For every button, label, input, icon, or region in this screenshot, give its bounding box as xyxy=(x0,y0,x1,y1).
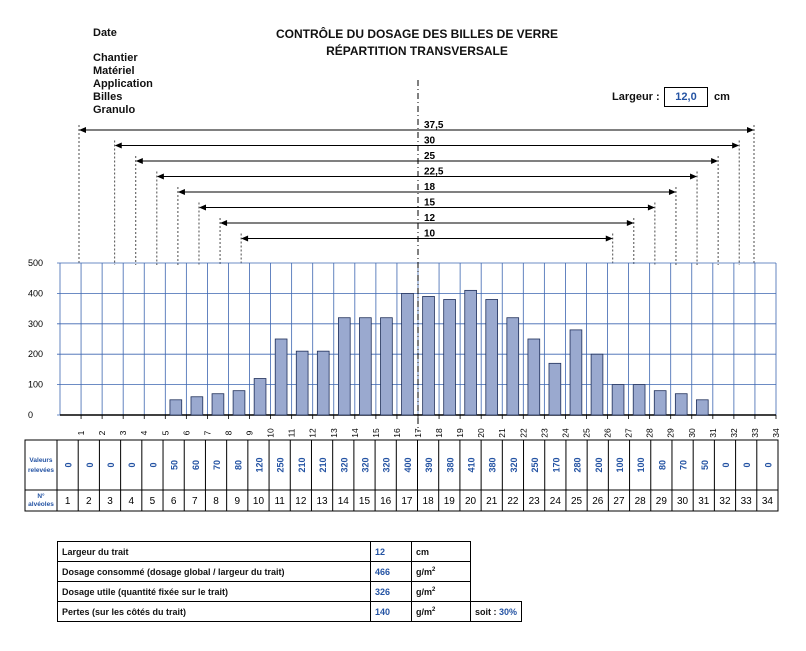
bar xyxy=(317,351,329,415)
table-value: 0 xyxy=(148,462,159,468)
alveole-number: 14 xyxy=(337,496,349,507)
summary-row xyxy=(58,602,522,622)
summary-label: Dosage utile (quantité fixée sur le trait) xyxy=(58,582,371,602)
table-value: 250 xyxy=(275,457,286,473)
x-tick-label: 9 xyxy=(244,430,255,436)
table-value: 200 xyxy=(593,457,604,473)
largeur-unit: cm xyxy=(714,91,730,103)
x-tick-label: 14 xyxy=(349,428,360,438)
x-tick-label: 24 xyxy=(560,428,571,438)
bar xyxy=(212,394,224,415)
width-label: 15 xyxy=(424,197,436,209)
x-tick-label: 7 xyxy=(202,430,213,436)
alveole-number: 10 xyxy=(252,496,265,507)
bar xyxy=(654,391,666,415)
summary-label: Largeur du trait xyxy=(58,542,371,562)
x-tick-label: 17 xyxy=(413,428,423,438)
width-arrow-head-left xyxy=(157,174,164,180)
width-label: 30 xyxy=(424,135,436,147)
bar xyxy=(486,299,498,415)
x-tick-label: 11 xyxy=(286,428,297,438)
table-value: 210 xyxy=(318,457,329,473)
bar xyxy=(423,296,435,415)
width-arrow-head-right xyxy=(732,143,739,149)
x-tick-label: 12 xyxy=(307,428,318,438)
table-value: 120 xyxy=(254,457,265,473)
width-arrow-head-right xyxy=(690,174,697,180)
width-arrow-head-left xyxy=(241,236,248,242)
table-value: 250 xyxy=(530,457,541,473)
summary-extra-value: 30% xyxy=(499,606,518,617)
bar xyxy=(549,363,561,415)
table-value: 70 xyxy=(678,459,689,471)
bar xyxy=(338,318,350,415)
summary-value: 466 xyxy=(371,562,412,582)
alveole-number: 27 xyxy=(613,496,625,507)
bar xyxy=(465,290,477,415)
width-arrow-head-left xyxy=(136,158,143,164)
x-tick-label: 31 xyxy=(707,428,718,438)
table-value: 390 xyxy=(424,457,435,473)
x-tick-label: 33 xyxy=(749,428,760,438)
date-label: Date xyxy=(93,27,117,39)
bar xyxy=(296,351,308,415)
table-value: 320 xyxy=(381,457,392,473)
table-value: 70 xyxy=(212,459,223,471)
width-arrow-head-left xyxy=(115,143,122,149)
summary-label: Dosage consommé (dosage global / largeur du trait) xyxy=(58,562,371,582)
x-tick-label: 16 xyxy=(391,428,402,438)
bar xyxy=(359,318,371,415)
alveole-number: 6 xyxy=(170,496,177,507)
chart-subtitle: RÉPARTITION TRANSVERSALE xyxy=(326,44,508,58)
table-value: 280 xyxy=(572,457,583,473)
alveole-number: 1 xyxy=(64,496,71,507)
bar xyxy=(633,385,645,415)
x-tick-label: 8 xyxy=(223,430,234,436)
granulo-label: Granulo xyxy=(93,104,136,116)
application-label: Application xyxy=(93,78,153,90)
summary-row xyxy=(58,542,522,562)
alveole-number: 21 xyxy=(486,496,498,507)
table-value: 210 xyxy=(296,457,307,473)
summary-row xyxy=(58,582,522,602)
alveole-number: 30 xyxy=(677,496,689,507)
summary-unit xyxy=(412,542,471,562)
x-tick-label: 22 xyxy=(518,428,529,438)
bar xyxy=(696,400,708,415)
y-tick-label: 200 xyxy=(28,349,44,360)
alveole-number: 32 xyxy=(719,496,731,507)
x-tick-label: 28 xyxy=(644,428,655,438)
x-tick-label: 13 xyxy=(328,428,339,438)
alveole-number: 13 xyxy=(316,496,328,507)
alveole-number: 26 xyxy=(592,496,604,507)
summary-value: 326 xyxy=(371,582,412,602)
table-value: 320 xyxy=(339,457,350,473)
y-tick-label: 100 xyxy=(28,379,44,390)
bar xyxy=(233,391,245,415)
width-label: 10 xyxy=(424,228,436,240)
x-tick-label: 10 xyxy=(265,428,276,438)
table-value: 80 xyxy=(233,459,244,471)
x-tick-label: 2 xyxy=(97,430,108,436)
alveole-number: 18 xyxy=(422,496,434,507)
row2-label: alvéoles xyxy=(28,501,54,508)
alveole-number: 24 xyxy=(549,496,561,507)
table-value: 380 xyxy=(445,457,456,473)
y-tick-label: 300 xyxy=(28,318,44,329)
width-arrow-head-right xyxy=(606,236,613,242)
summary-label: Pertes (sur les côtés du trait) xyxy=(58,602,371,622)
summary-unit xyxy=(412,582,471,602)
table-value: 80 xyxy=(657,459,668,471)
bar xyxy=(170,400,182,415)
table-value: 410 xyxy=(466,457,477,473)
x-tick-label: 32 xyxy=(728,428,739,438)
table-value: 0 xyxy=(127,462,138,468)
x-tick-label: 29 xyxy=(665,428,676,438)
table-value: 0 xyxy=(84,462,95,468)
row1-label: relevées xyxy=(27,467,55,474)
x-tick-label: 25 xyxy=(581,428,592,438)
width-dimensions xyxy=(79,120,754,265)
bar xyxy=(191,397,203,415)
alveole-number: 11 xyxy=(274,496,285,507)
summary-table xyxy=(57,541,522,622)
summary-value: 140 xyxy=(371,602,412,622)
table-value: 320 xyxy=(508,457,519,473)
x-tick-label: 19 xyxy=(455,428,466,438)
alveole-number: 28 xyxy=(634,496,646,507)
chart-title: CONTRÔLE DU DOSAGE DES BILLES DE VERRE xyxy=(275,27,559,41)
y-tick-label: 500 xyxy=(28,258,44,268)
width-label: 37,5 xyxy=(424,120,444,131)
largeur-label: Largeur : xyxy=(612,91,660,103)
bar xyxy=(381,318,393,415)
summary-row xyxy=(58,562,522,582)
table-value: 60 xyxy=(190,459,201,471)
billes-label: Billes xyxy=(93,91,123,103)
table-value: 100 xyxy=(636,457,647,473)
chantier-label: Chantier xyxy=(93,52,138,64)
alveole-number: 34 xyxy=(761,496,773,507)
alveole-number: 16 xyxy=(380,496,392,507)
width-arrow-head-left xyxy=(178,189,185,195)
table-value: 50 xyxy=(699,459,710,471)
table-value: 0 xyxy=(106,462,117,468)
alveole-number: 31 xyxy=(698,496,710,507)
summary-unit-text: cm xyxy=(416,546,430,557)
x-tick-label: 30 xyxy=(686,428,697,438)
row2-label: N° xyxy=(37,493,45,500)
x-tick-label: 18 xyxy=(434,428,445,438)
x-tick-label: 5 xyxy=(160,430,171,436)
y-tick-label: 400 xyxy=(28,288,44,299)
x-tick-label: 27 xyxy=(623,428,634,438)
bar xyxy=(402,293,414,415)
table-value: 0 xyxy=(763,462,774,468)
x-tick-label: 21 xyxy=(497,428,508,438)
alveole-number: 3 xyxy=(107,496,113,507)
width-label: 18 xyxy=(424,182,436,193)
alveole-number: 7 xyxy=(192,496,198,507)
x-axis xyxy=(76,415,781,438)
summary-extra-label: soit : xyxy=(475,606,499,617)
width-label: 12 xyxy=(424,213,436,224)
width-label: 22,5 xyxy=(424,166,444,178)
alveole-number: 23 xyxy=(528,496,540,507)
table-value: 170 xyxy=(551,457,562,473)
bar xyxy=(591,354,603,415)
x-tick-label: 1 xyxy=(76,430,87,436)
summary-unit xyxy=(412,562,471,582)
x-tick-label: 26 xyxy=(602,428,613,438)
alveole-number: 33 xyxy=(740,496,752,507)
alveole-number: 8 xyxy=(213,496,219,507)
row1-label: Valeurs xyxy=(29,457,53,464)
width-arrow-head-right xyxy=(627,220,634,226)
table-value: 0 xyxy=(63,462,74,468)
summary-unit-sup: 2 xyxy=(432,586,436,593)
x-tick-label: 15 xyxy=(370,428,381,438)
summary-unit-text: g/m xyxy=(416,566,433,577)
alveole-number: 19 xyxy=(443,496,455,507)
bar xyxy=(528,339,540,415)
table-value: 100 xyxy=(614,457,625,473)
alveole-number: 17 xyxy=(401,496,413,507)
width-arrow-head-left xyxy=(199,205,206,211)
bar xyxy=(570,330,582,415)
bar xyxy=(675,394,687,415)
alveole-number: 29 xyxy=(655,496,667,507)
x-tick-label: 23 xyxy=(539,428,550,438)
x-tick-label: 6 xyxy=(181,430,192,436)
largeur-value: 12,0 xyxy=(664,87,708,107)
values-table xyxy=(25,440,778,511)
alveole-number: 22 xyxy=(507,496,519,507)
alveole-number: 12 xyxy=(295,496,307,507)
bar xyxy=(254,379,266,415)
y-axis xyxy=(28,258,43,420)
bar xyxy=(444,299,456,415)
alveole-number: 2 xyxy=(86,496,92,507)
alveole-number: 15 xyxy=(358,496,371,507)
x-tick-label: 3 xyxy=(118,430,129,436)
table-value: 380 xyxy=(487,457,498,473)
table-value: 0 xyxy=(720,462,731,468)
x-tick-label: 4 xyxy=(139,430,150,436)
width-arrow-head-right xyxy=(711,158,718,164)
width-arrow-head-right xyxy=(747,127,754,133)
width-arrow-head-left xyxy=(79,127,86,133)
width-arrow-head-right xyxy=(648,205,655,211)
table-value: 0 xyxy=(742,462,753,468)
bar xyxy=(612,385,624,415)
summary-unit-sup: 2 xyxy=(432,566,436,573)
materiel-label: Matériel xyxy=(93,65,135,77)
width-arrow-head-right xyxy=(669,189,676,195)
alveole-number: 4 xyxy=(128,496,135,507)
x-tick-label: 20 xyxy=(476,428,487,438)
width-label: 25 xyxy=(424,151,436,162)
alveole-number: 9 xyxy=(234,496,241,507)
alveole-number: 25 xyxy=(570,496,583,507)
table-value: 400 xyxy=(402,457,413,473)
alveole-number: 20 xyxy=(464,496,477,507)
x-tick-label: 34 xyxy=(771,428,781,438)
table-value: 320 xyxy=(360,457,371,473)
width-arrow-head-left xyxy=(220,220,227,226)
y-tick-label: 0 xyxy=(28,410,34,420)
summary-unit-sup: 2 xyxy=(432,606,436,613)
bar xyxy=(507,318,519,415)
summary-unit xyxy=(412,602,471,622)
summary-extra xyxy=(471,602,522,622)
table-value: 50 xyxy=(169,459,180,471)
summary-unit-text: g/m xyxy=(416,586,433,597)
summary-value: 12 xyxy=(371,542,412,562)
alveole-number: 5 xyxy=(149,496,156,507)
chart-grid xyxy=(57,263,776,415)
bar xyxy=(275,339,287,415)
summary-unit-text: g/m xyxy=(416,606,433,617)
